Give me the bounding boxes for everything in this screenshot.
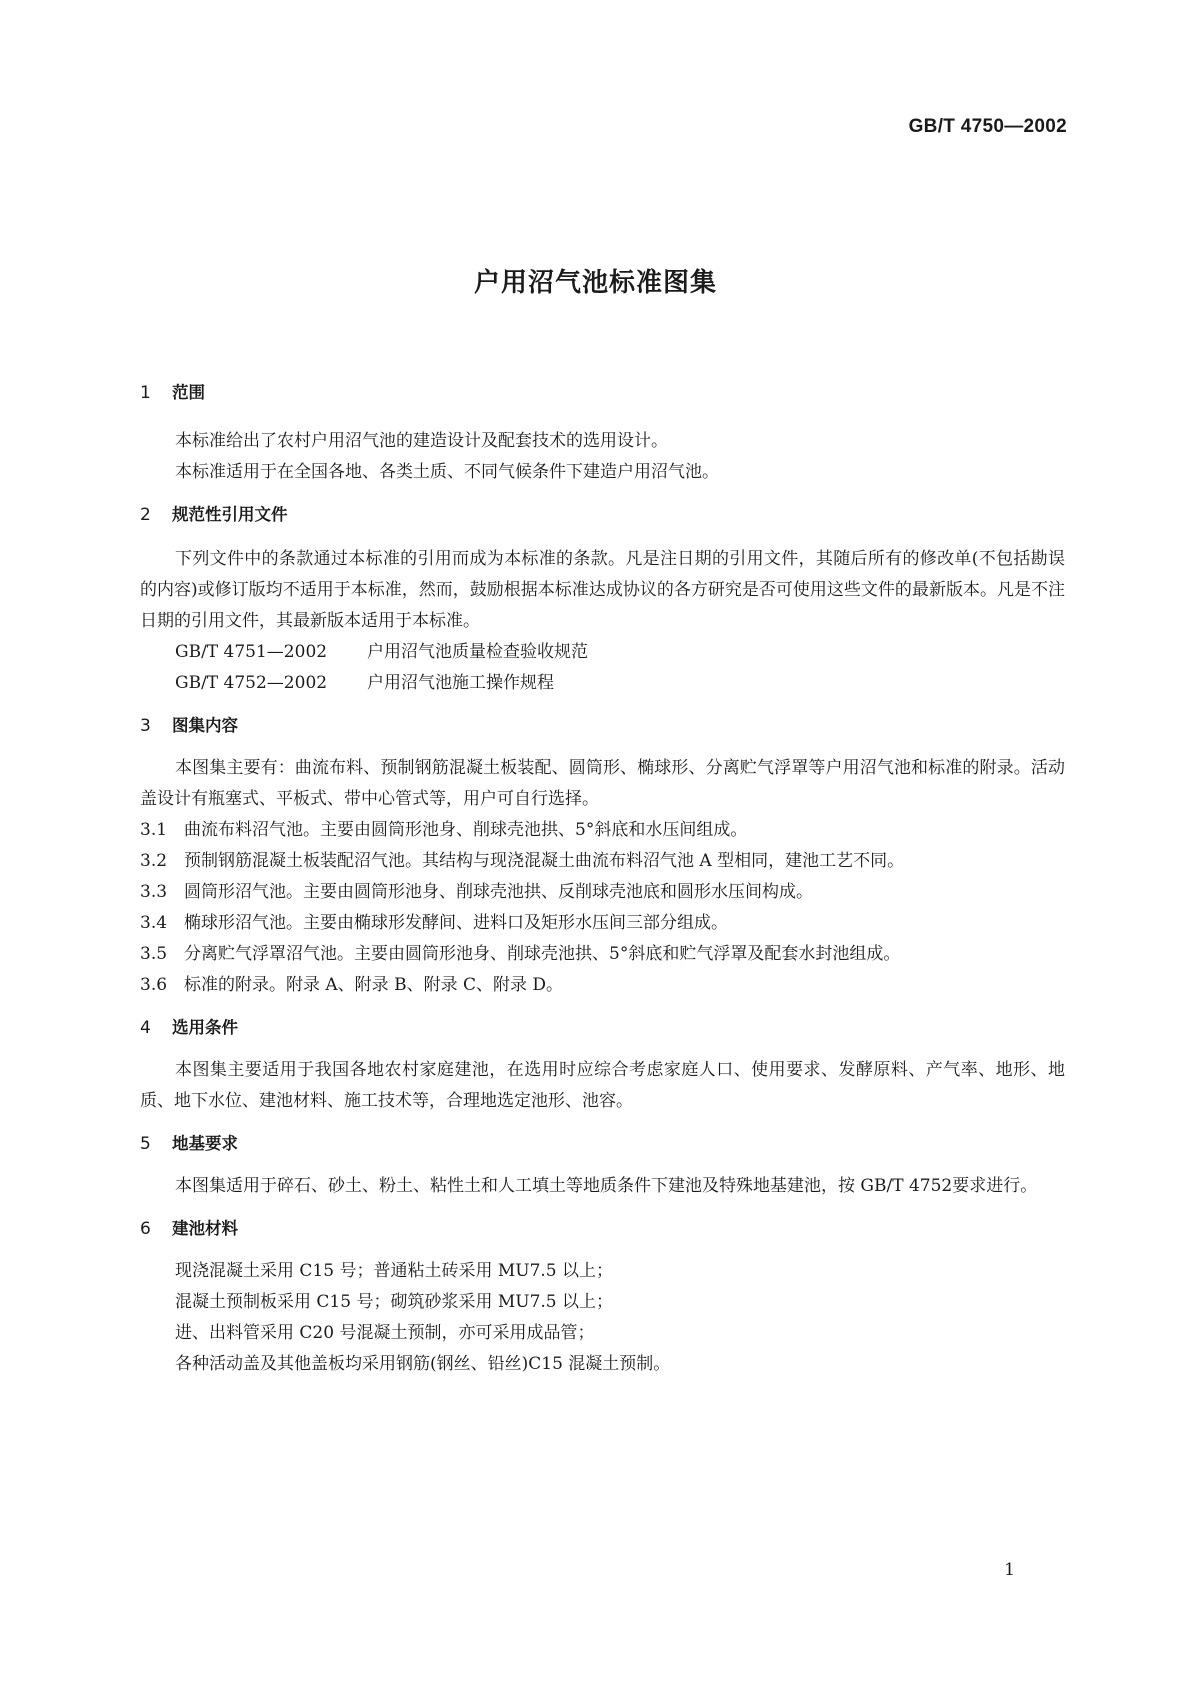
section-heading bbox=[140, 1015, 1065, 1041]
document-title: 户用沼气池标准图集 bbox=[473, 268, 717, 298]
section-number: 5 bbox=[140, 1134, 151, 1154]
text-line: 各种活动盖及其他盖板均采用钢筋(钢丝、铅丝)C15 混凝土预制。 bbox=[175, 1354, 671, 1374]
item-text: 分离贮气浮罩沼气池。主要由圆筒形池身、削球壳池拱、5°斜底和贮气浮罩及配套水封池组成。 bbox=[184, 944, 901, 964]
section-heading bbox=[140, 502, 1065, 528]
section-number: 4 bbox=[140, 1018, 151, 1038]
list-item bbox=[140, 939, 1065, 970]
section-foundation-requirements bbox=[140, 1131, 1065, 1202]
item-text: 圆筒形沼气池。主要由圆筒形池身、削球壳池拱、反削球壳池底和圆形水压间构成。 bbox=[184, 882, 813, 902]
reference-name: 户用沼气池质量检查验收规范 bbox=[367, 642, 588, 662]
reference-code: GB/T 4752—2002 bbox=[175, 673, 328, 693]
paragraph: 本图集主要有：曲流布料、预制钢筋混凝土板装配、圆筒形、椭球形、分离贮气浮罩等户用沼气池和标准的附录。活动盖设计有瓶塞式、平板式、带中心管式等，用户可自行选择。 bbox=[140, 758, 1065, 809]
standard-number: GB/T 4750—2002 bbox=[908, 116, 1067, 137]
item-number: 3.6 bbox=[140, 975, 168, 995]
section-heading bbox=[140, 1131, 1065, 1157]
item-text: 曲流布料沼气池。主要由圆筒形池身、削球壳池拱、5°斜底和水压间组成。 bbox=[184, 820, 748, 840]
section-scope bbox=[140, 380, 1065, 488]
section-number: 3 bbox=[140, 716, 151, 736]
section-heading bbox=[140, 713, 1065, 739]
section-number: 6 bbox=[140, 1219, 151, 1239]
list-item bbox=[140, 877, 1065, 908]
text-line: 本标准适用于在全国各地、各类土质、不同气候条件下建造户用沼气池。 bbox=[175, 462, 719, 482]
text-line: 进、出料管采用 C20 号混凝土预制，亦可采用成品管； bbox=[175, 1323, 595, 1343]
document-body bbox=[140, 380, 1065, 1380]
item-number: 3.5 bbox=[140, 944, 168, 964]
list-item bbox=[140, 846, 1065, 877]
list-item bbox=[140, 908, 1065, 939]
item-number: 3.2 bbox=[140, 851, 168, 871]
section-title: 建池材料 bbox=[172, 1219, 238, 1238]
section-title: 图集内容 bbox=[172, 716, 238, 735]
paragraph: 下列文件中的条款通过本标准的引用而成为本标准的条款。凡是注日期的引用文件，其随后所有的修改单(不包括勘误的内容)或修订版均不适用于本标准，然而，鼓励根据本标准达成协议的各方研究是否可使用这些文件的最新版本。凡是不注日期的引用文件，其最新版本适用于本标准。 bbox=[140, 549, 1065, 631]
section-title: 选用条件 bbox=[172, 1018, 238, 1037]
item-number: 3.3 bbox=[140, 882, 168, 902]
text-line: 现浇混凝土采用 C15 号；普通粘土砖采用 MU7.5 以上； bbox=[175, 1261, 614, 1281]
reference-code: GB/T 4751—2002 bbox=[175, 642, 328, 662]
page-number: 1 bbox=[1004, 1560, 1015, 1580]
reference-item bbox=[140, 637, 1065, 668]
text-line: 混凝土预制板采用 C15 号；砌筑砂浆采用 MU7.5 以上； bbox=[175, 1292, 614, 1312]
section-normative-references bbox=[140, 502, 1065, 699]
item-text: 椭球形沼气池。主要由椭球形发酵间、进料口及矩形水压间三部分组成。 bbox=[184, 913, 728, 933]
item-text: 预制钢筋混凝土板装配沼气池。其结构与现浇混凝土曲流布料沼气池 A 型相同，建池工艺不同。 bbox=[184, 851, 905, 871]
section-number: 2 bbox=[140, 505, 151, 525]
reference-name: 户用沼气池施工操作规程 bbox=[367, 673, 554, 693]
section-number: 1 bbox=[140, 383, 151, 403]
list-item bbox=[140, 815, 1065, 846]
section-heading bbox=[140, 380, 1065, 406]
section-contents bbox=[140, 713, 1065, 1001]
section-title: 规范性引用文件 bbox=[172, 505, 288, 524]
section-heading bbox=[140, 1216, 1065, 1242]
section-materials bbox=[140, 1216, 1065, 1380]
text-line: 本标准给出了农村户用沼气池的建造设计及配套技术的选用设计。 bbox=[175, 431, 668, 451]
section-selection-conditions bbox=[140, 1015, 1065, 1117]
item-number: 3.1 bbox=[140, 820, 168, 840]
section-title: 地基要求 bbox=[172, 1134, 238, 1153]
reference-item bbox=[140, 668, 1065, 699]
paragraph: 本图集适用于碎石、砂土、粉土、粘性土和人工填土等地质条件下建池及特殊地基建池，按 GB/T 4752要求进行。 bbox=[175, 1176, 1038, 1196]
paragraph: 本图集主要适用于我国各地农村家庭建池，在选用时应综合考虑家庭人口、使用要求、发酵原料、产气率、地形、地质、地下水位、建池材料、施工技术等，合理地选定池形、池容。 bbox=[140, 1060, 1065, 1111]
list-item bbox=[140, 970, 1065, 1001]
item-number: 3.4 bbox=[140, 913, 168, 933]
item-text: 标准的附录。附录 A、附录 B、附录 C、附录 D。 bbox=[184, 975, 564, 995]
section-title: 范围 bbox=[172, 383, 205, 402]
